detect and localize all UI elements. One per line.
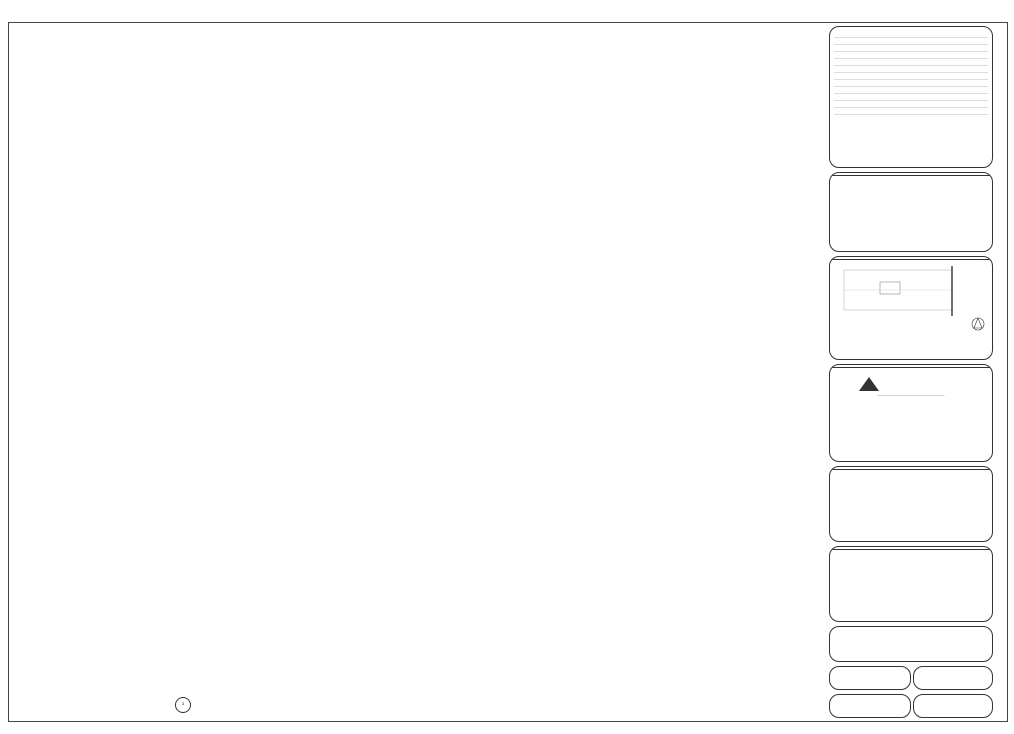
drawing-number-panel: [913, 666, 993, 690]
title-block: [823, 26, 997, 718]
key-plan-drawing: [830, 260, 990, 340]
general-notes-subtitle: [830, 29, 992, 31]
notes-panel: [829, 172, 993, 252]
logo-triangle-icon: [858, 376, 880, 392]
elevation-title-block: [175, 697, 195, 713]
key-plan-panel: [829, 256, 993, 360]
revision-block-panel: [829, 546, 993, 622]
company-logo: [858, 376, 992, 392]
scale-panel: [829, 694, 911, 718]
drawing-info-panel: [829, 626, 993, 662]
scale-text: [830, 704, 842, 708]
date-text: [830, 676, 842, 680]
elevation-drawing: [10, 23, 818, 721]
side-watermark-text: [0, 264, 8, 484]
sheet-number: [914, 704, 926, 708]
drawing-number: [914, 676, 926, 680]
student-info-panel: ————————————————————————————————: [829, 364, 993, 462]
revision-block-title: [830, 547, 992, 550]
sheet-number-panel: [913, 694, 993, 718]
general-notes-panel: [829, 26, 993, 168]
elevation-marker-icon: 3: [175, 697, 191, 713]
project-info-panel: [829, 466, 993, 542]
date-panel: [829, 666, 911, 690]
notes-title: [830, 173, 992, 176]
